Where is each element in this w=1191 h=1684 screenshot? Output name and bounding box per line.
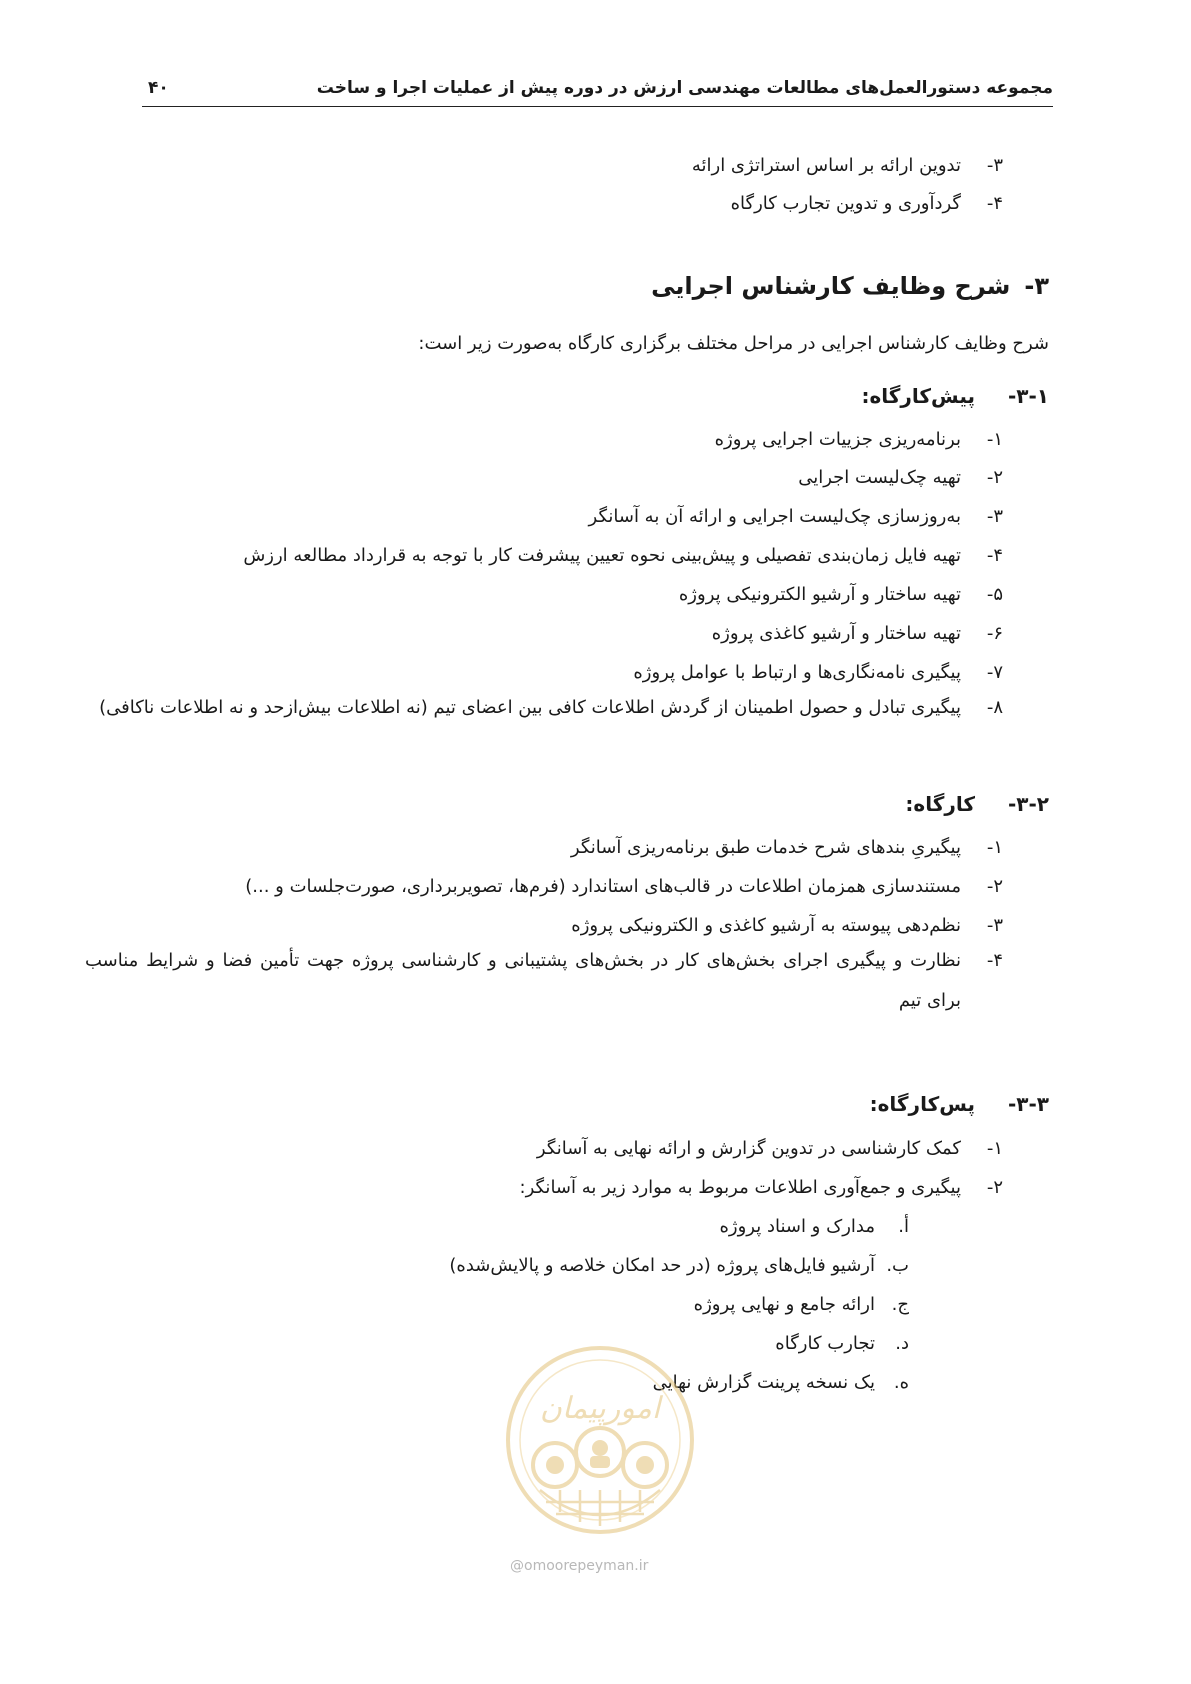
section-heading	[651, 272, 1049, 300]
list-item	[537, 1135, 1003, 1163]
list-item	[731, 190, 1003, 218]
sub-item-text: مدارک و اسناد پروژه	[719, 1216, 875, 1237]
subsection-title: کارگاه:	[905, 792, 975, 816]
sub-list-item	[449, 1252, 909, 1280]
sub-item-letter: ب.	[886, 1255, 909, 1276]
list-item	[798, 464, 1003, 492]
page-header	[142, 74, 1053, 107]
item-number: ۴-	[986, 950, 1003, 971]
list-item	[712, 620, 1003, 648]
item-number: ۷-	[986, 662, 1003, 683]
sub-item-text: یک نسخه پرینت گزارش نهایی	[652, 1372, 875, 1393]
item-text: پیگیریِ بندهای شرح خدمات طبق برنامه‌ریزی آسانگر	[570, 837, 961, 858]
item-text: تهیه ساختار و آرشیو الکترونیکی پروژه	[678, 584, 961, 605]
svg-text:امورپیمان: امورپیمان	[539, 1391, 661, 1426]
sub-list-item	[719, 1213, 909, 1241]
list-item	[715, 426, 1003, 454]
item-number: ۳-	[986, 506, 1003, 527]
subsection-title: پیش‌کارگاه:	[861, 384, 975, 408]
item-number: ۴-	[986, 193, 1003, 214]
item-text: مستندسازی همزمان اطلاعات در قالب‌های استاندارد (فرم‌ها، تصویربرداری، صورت‌جلسات و ...)	[245, 876, 961, 897]
list-item	[245, 873, 1003, 901]
page-number: ۴۰	[148, 78, 169, 98]
sub-item-text: ارائه جامع و نهایی پروژه	[693, 1294, 875, 1315]
list-item	[571, 834, 1003, 862]
item-text: کمک کارشناسی در تدوین گزارش و ارائه نهایی به آسانگر	[536, 1138, 961, 1159]
list-item	[571, 912, 1003, 940]
list-item	[243, 542, 1003, 570]
sub-list-item	[694, 1291, 909, 1319]
list-item	[679, 581, 1003, 609]
list-item	[589, 503, 1003, 531]
list-item	[692, 152, 1003, 180]
item-number: ۱-	[986, 837, 1003, 858]
list-item	[520, 1174, 1004, 1202]
section-number: ۳-	[1024, 272, 1049, 300]
list-item	[85, 941, 1003, 1021]
subsection-number: ۳-۲-	[1007, 792, 1049, 816]
list-item	[633, 659, 1003, 687]
item-number: ۱-	[986, 1138, 1003, 1159]
item-text: به‌روزسازی چک‌لیست اجرایی و ارائه آن به آسانگر	[588, 506, 961, 527]
item-number: ۶-	[986, 623, 1003, 644]
subsection-number: ۳-۱-	[1007, 384, 1049, 408]
item-number: ۳-	[986, 915, 1003, 936]
sub-item-letter: ه.	[893, 1372, 909, 1393]
item-number: ۸-	[986, 697, 1003, 718]
list-item	[85, 688, 1003, 728]
item-number: ۴-	[986, 545, 1003, 566]
header-title: مجموعه دستورالعمل‌های مطالعات مهندسی ارزش در دوره پیش از عملیات اجرا و ساخت	[316, 78, 1053, 98]
item-number: ۲-	[986, 1177, 1003, 1198]
subsection-heading-workshop	[905, 792, 1049, 816]
item-number: ۵-	[986, 584, 1003, 605]
item-text: تهیه ساختار و آرشیو کاغذی پروژه	[711, 623, 961, 644]
subsection-heading-pre-workshop	[861, 384, 1049, 408]
subsection-heading-post-workshop	[870, 1092, 1049, 1116]
section-title: شرح وظایف کارشناس اجرایی	[651, 272, 1011, 300]
watermark-url: @omoorepeyman.ir	[510, 1558, 649, 1574]
sub-item-letter: أ.	[898, 1216, 909, 1237]
sub-item-letter: د.	[895, 1333, 909, 1354]
subsection-number: ۳-۳-	[1007, 1092, 1049, 1116]
item-number: ۱-	[986, 429, 1003, 450]
item-text: برنامه‌ریزی جزییات اجرایی پروژه	[714, 429, 961, 450]
sub-item-letter: ج.	[891, 1294, 909, 1315]
item-text: نظم‌دهی پیوسته به آرشیو کاغذی و الکترونیکی پروژه	[571, 915, 961, 936]
item-number: ۲-	[986, 467, 1003, 488]
watermark-logo	[500, 1340, 700, 1550]
item-text: نظارت و پیگیری اجرای بخش‌های کار در بخش‌های پشتیبانی و کارشناسی پروژه جهت تأمین فضا و شرایط مناسب برای تیم	[85, 950, 961, 1011]
section-intro: شرح وظایف کارشناس اجرایی در مراحل مختلف برگزاری کارگاه به‌صورت زیر است:	[418, 333, 1049, 354]
item-text: تهیه چک‌لیست اجرایی	[798, 467, 961, 488]
sub-item-text: تجارب کارگاه	[775, 1333, 875, 1354]
subsection-title: پس‌کارگاه:	[869, 1092, 975, 1116]
item-text: تدوین ارائه بر اساس استراتژی ارائه	[691, 155, 961, 176]
item-text: پیگیری نامه‌نگاری‌ها و ارتباط با عوامل پروژه	[633, 662, 961, 683]
sub-list-item	[775, 1330, 909, 1358]
item-text: گردآوری و تدوین تجارب کارگاه	[730, 193, 961, 214]
item-text: پیگیری تبادل و حصول اطمینان از گردش اطلاعات کافی بین اعضای تیم (نه اطلاعات بیش‌ازحد و نه اطلاعات ناکافی)	[99, 697, 961, 718]
item-number: ۳-	[986, 155, 1003, 176]
item-text: پیگیری و جمع‌آوری اطلاعات مربوط به موارد زیر به آسانگر:	[519, 1177, 961, 1198]
sub-item-text: آرشیو فایل‌های پروژه (در حد امکان خلاصه و پالایش‌شده)	[449, 1255, 875, 1276]
item-number: ۲-	[986, 876, 1003, 897]
item-text: تهیه فایل زمان‌بندی تفصیلی و پیش‌بینی نحوه تعیین پیشرفت کار با توجه به قرارداد مطالعه ارزش	[243, 545, 961, 566]
